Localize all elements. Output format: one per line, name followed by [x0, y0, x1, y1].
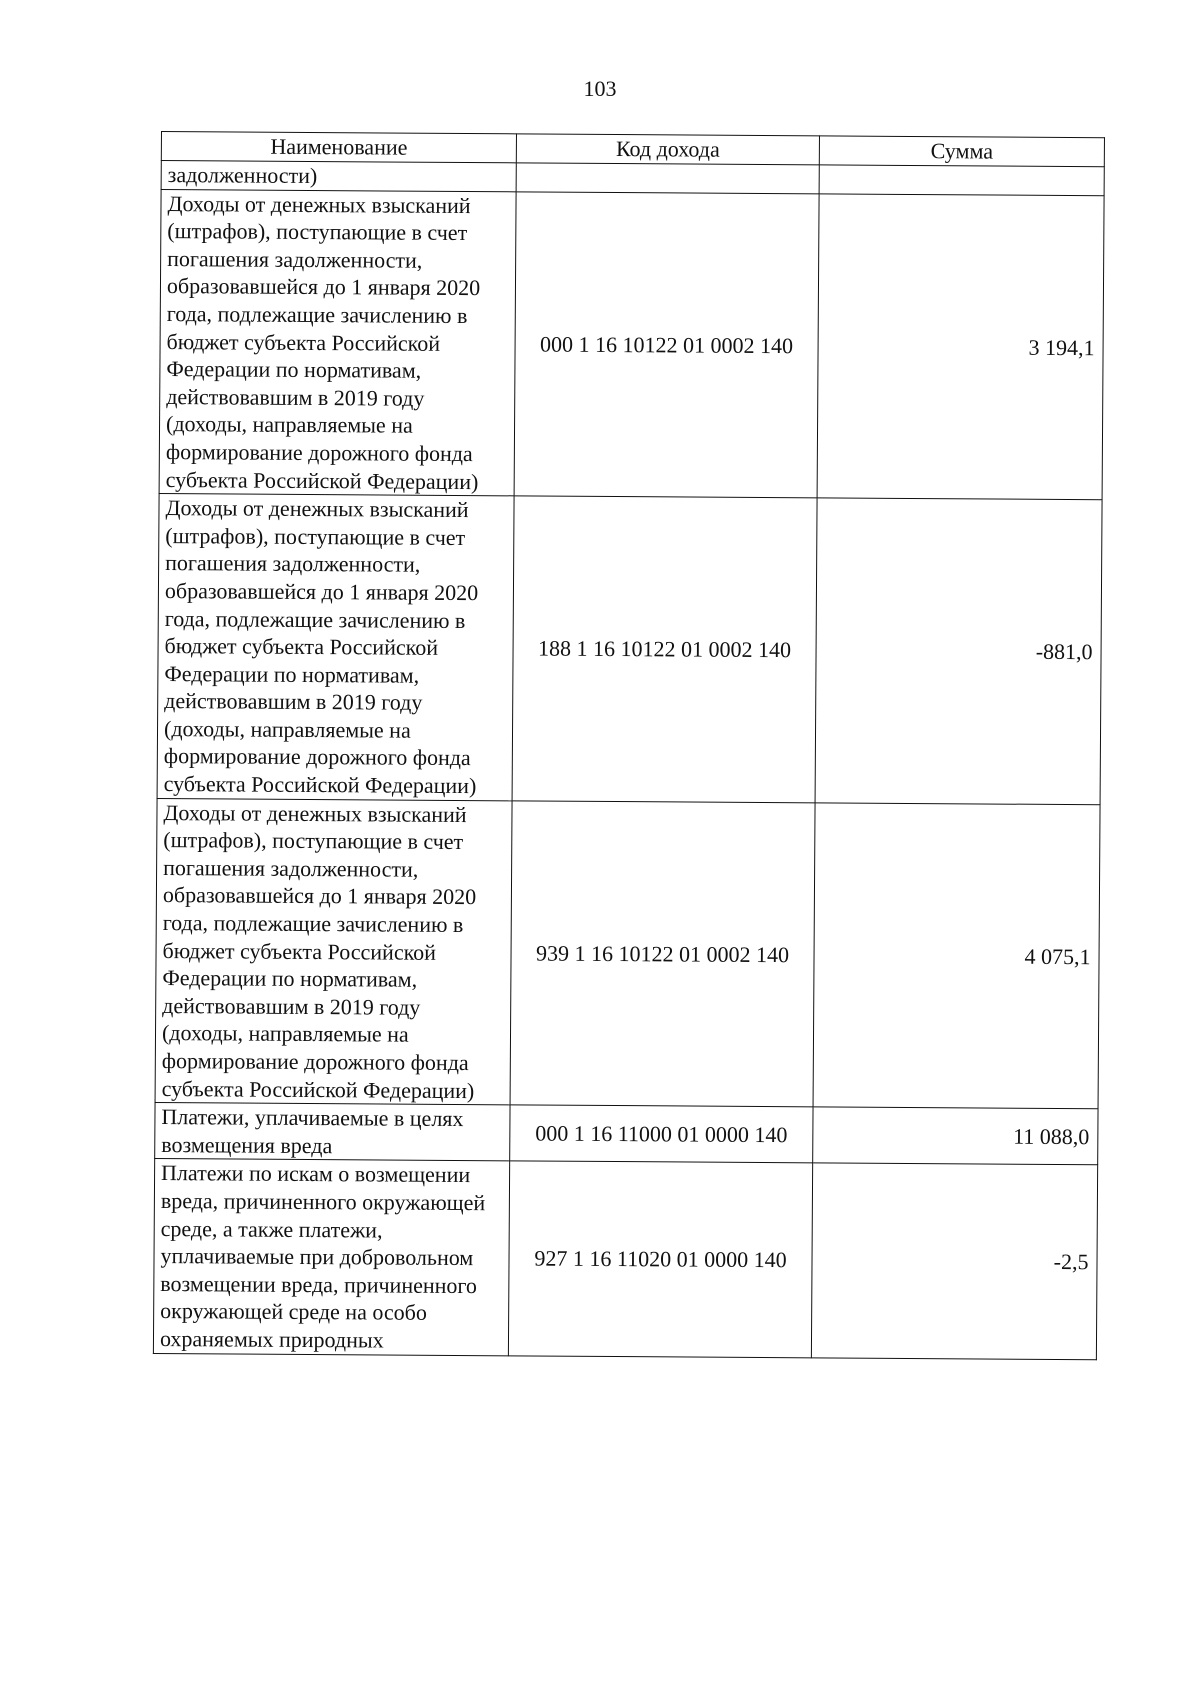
table-row — [157, 494, 1102, 805]
row-sum — [819, 165, 1104, 195]
row-code: 939 1 16 10122 01 0002 140 — [510, 800, 815, 1107]
row-sum: 3 194,1 — [817, 193, 1104, 499]
header-code: Код дохода — [516, 134, 819, 165]
row-sum: 4 075,1 — [813, 803, 1100, 1109]
row-name: Доходы от денежных взысканий (штрафов), поступающие в счет погашения задолженности, образовавшейся до 1 января 2020 года, подлежащие зачислению в бюджет субъекта Российской Федерации по нормативам, действовавшим в 2019 году (доходы, направляемые на формирование дорожного фонда субъекта Российской Федерации) — [159, 189, 516, 496]
revenue-table — [153, 131, 1105, 1360]
row-name: Доходы от денежных взысканий (штрафов), поступающие в счет погашения задолженности, образовавшейся до 1 января 2020 года, подлежащие зачислению в бюджет субъекта Российской Федерации по нормативам, действовавшим в 2019 году (доходы, направляемые на формирование дорожного фонда субъекта Российской Федерации) — [157, 494, 514, 801]
row-sum: -881,0 — [815, 498, 1102, 804]
row-sum: 11 088,0 — [813, 1107, 1098, 1165]
table-row — [155, 798, 1100, 1109]
header-sum: Сумма — [819, 136, 1104, 167]
row-code — [516, 163, 819, 194]
row-name: Платежи по искам о возмещении вреда, причиненного окружающей среде, а также платежи, уплачиваемые при добровольном возмещении вреда, причиненного окружающей среде на особо охраняемых природных — [153, 1159, 509, 1356]
page-number: 103 — [583, 76, 617, 101]
row-code: 188 1 16 10122 01 0002 140 — [512, 496, 817, 803]
table-row — [153, 1159, 1097, 1359]
revenue-table-container — [153, 131, 1104, 1360]
header-name: Наименование — [161, 132, 516, 163]
row-code: 000 1 16 10122 01 0002 140 — [514, 191, 819, 498]
row-name: Платежи, уплачиваемые в целях возмещения вреда — [155, 1103, 510, 1162]
row-sum: -2,5 — [811, 1163, 1097, 1359]
row-name: Доходы от денежных взысканий (штрафов), поступающие в счет погашения задолженности, образовавшейся до 1 января 2020 года, подлежащие зачислению в бюджет субъекта Российской Федерации по нормативам, действовавшим в 2019 году (доходы, направляемые на формирование дорожного фонда субъекта Российской Федерации) — [155, 798, 512, 1105]
table-row — [155, 1103, 1098, 1165]
table-row — [159, 189, 1104, 500]
row-name: задолженности) — [161, 161, 516, 192]
row-code: 000 1 16 11000 01 0000 140 — [510, 1105, 813, 1163]
row-code: 927 1 16 11020 01 0000 140 — [508, 1161, 812, 1357]
